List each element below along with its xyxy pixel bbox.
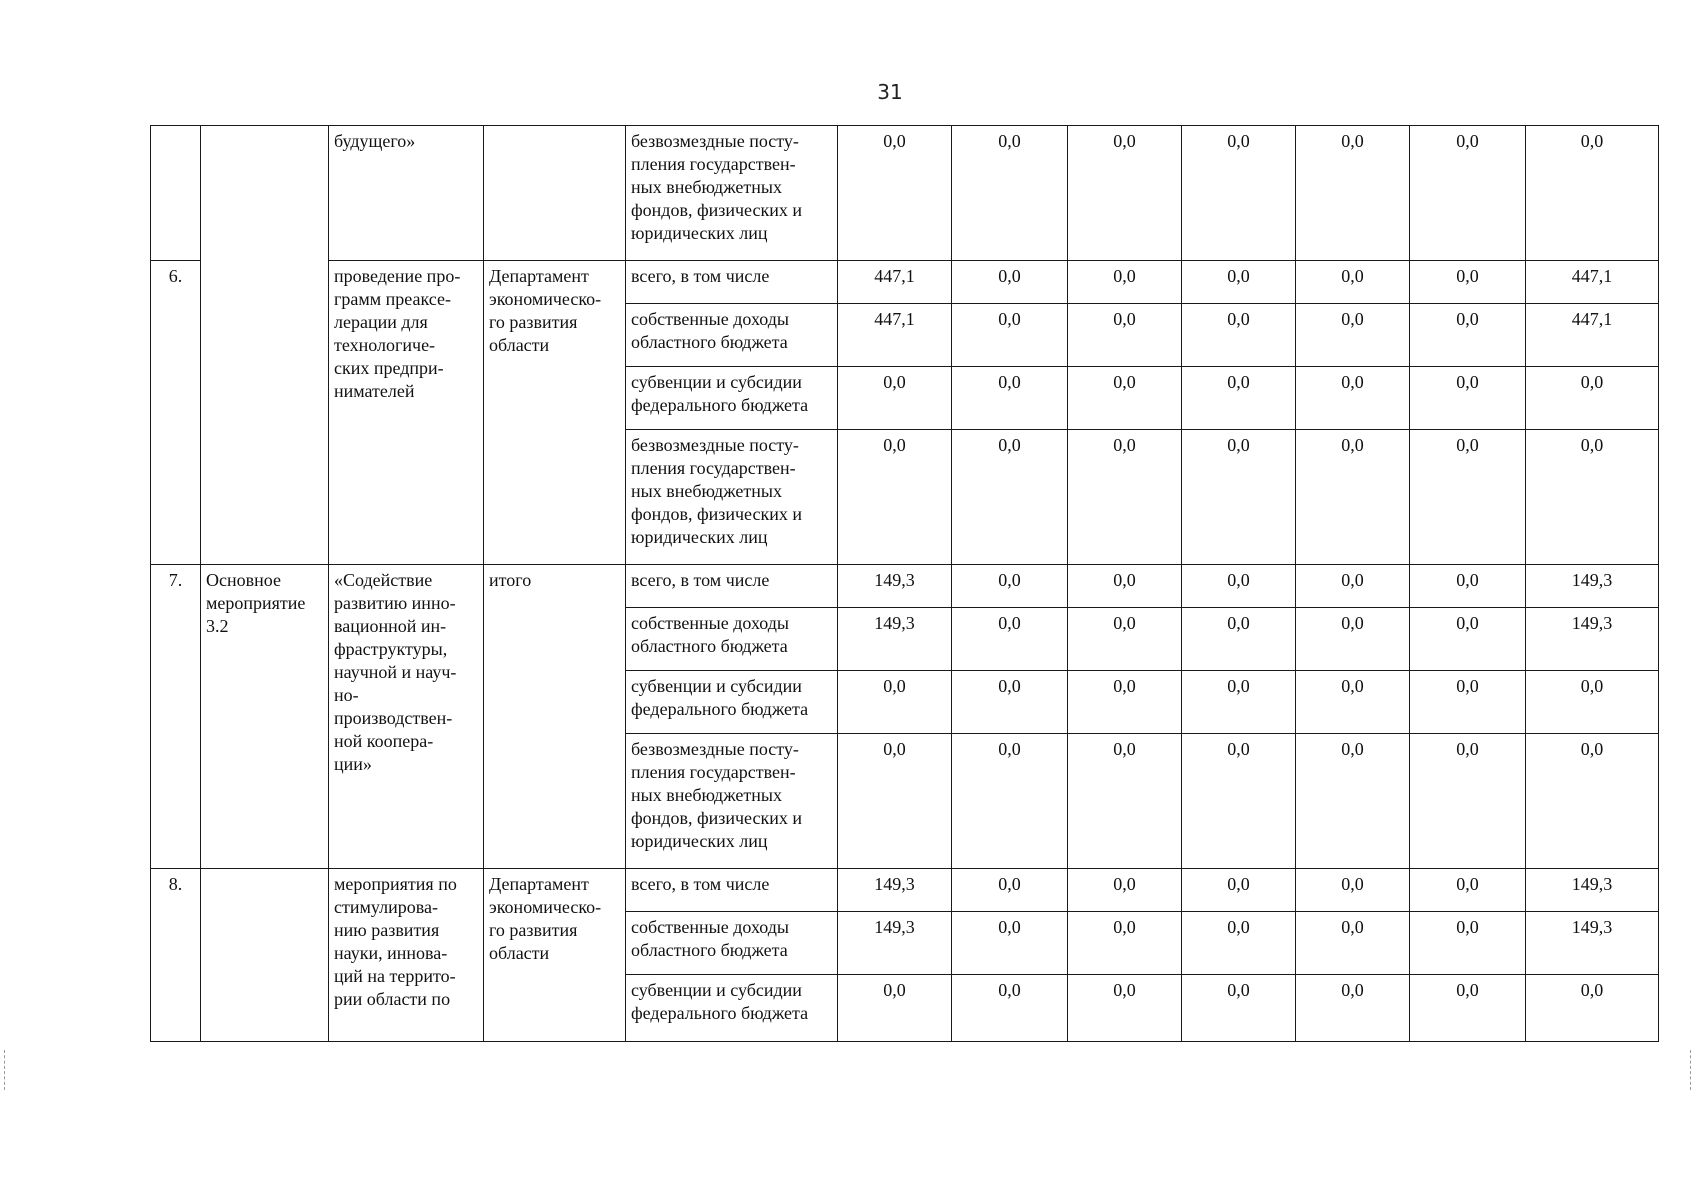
value-cell: 0,0 — [1068, 430, 1182, 565]
measure-name-cell: проведение про- грамм преаксе- лерации для технологиче- ских предпри- нимателей — [329, 261, 484, 565]
value-cell: 0,0 — [1296, 608, 1410, 671]
value-cell: 0,0 — [952, 608, 1068, 671]
value-cell: 0,0 — [1296, 565, 1410, 608]
value-cell: 0,0 — [1182, 565, 1296, 608]
value-cell: 0,0 — [1182, 912, 1296, 975]
value-cell: 0,0 — [1410, 304, 1526, 367]
funding-source-cell: всего, в том числе — [626, 565, 838, 608]
value-cell: 0,0 — [952, 126, 1068, 261]
value-cell: 149,3 — [1526, 608, 1659, 671]
value-cell: 447,1 — [838, 261, 952, 304]
value-cell: 0,0 — [1296, 975, 1410, 1042]
executor-cell: итого — [484, 565, 626, 869]
value-cell: 149,3 — [1526, 565, 1659, 608]
value-cell: 0,0 — [952, 975, 1068, 1042]
value-cell: 0,0 — [1410, 975, 1526, 1042]
value-cell: 0,0 — [952, 261, 1068, 304]
value-cell: 0,0 — [1410, 565, 1526, 608]
value-cell: 0,0 — [1182, 430, 1296, 565]
value-cell: 0,0 — [838, 671, 952, 734]
value-cell: 0,0 — [1410, 430, 1526, 565]
value-cell: 0,0 — [1182, 734, 1296, 869]
value-cell: 149,3 — [838, 565, 952, 608]
value-cell: 0,0 — [1526, 367, 1659, 430]
event-cell — [201, 869, 329, 1042]
value-cell: 0,0 — [1068, 734, 1182, 869]
value-cell: 0,0 — [1296, 304, 1410, 367]
value-cell: 0,0 — [952, 734, 1068, 869]
executor-cell: Департамент экономическо- го развития области — [484, 869, 626, 1042]
value-cell: 149,3 — [838, 608, 952, 671]
funding-source-cell: безвозмездные посту- пления государствен- ных внебюджетных фондов, физических и юридических лиц — [626, 430, 838, 565]
value-cell: 0,0 — [1182, 975, 1296, 1042]
value-cell: 0,0 — [1526, 671, 1659, 734]
value-cell: 0,0 — [1526, 975, 1659, 1042]
value-cell: 0,0 — [1182, 869, 1296, 912]
funding-source-cell: собственные доходы областного бюджета — [626, 912, 838, 975]
value-cell: 0,0 — [838, 126, 952, 261]
value-cell: 0,0 — [1182, 261, 1296, 304]
value-cell: 0,0 — [1410, 734, 1526, 869]
value-cell: 0,0 — [1068, 126, 1182, 261]
value-cell: 0,0 — [1296, 671, 1410, 734]
value-cell: 0,0 — [952, 430, 1068, 565]
measure-name-cell: будущего» — [329, 126, 484, 261]
funding-source-cell: безвозмездные посту- пления государствен- ных внебюджетных фондов, физических и юридических лиц — [626, 734, 838, 869]
value-cell: 0,0 — [1526, 430, 1659, 565]
measure-name-cell: мероприятия по стимулирова- нию развития науки, иннова- ций на террито- рии области по — [329, 869, 484, 1042]
value-cell: 0,0 — [1410, 869, 1526, 912]
funding-source-cell: субвенции и субсидии федерального бюджета — [626, 975, 838, 1042]
value-cell: 149,3 — [838, 869, 952, 912]
value-cell: 0,0 — [1182, 126, 1296, 261]
value-cell: 0,0 — [1296, 367, 1410, 430]
value-cell: 447,1 — [1526, 304, 1659, 367]
value-cell: 0,0 — [952, 912, 1068, 975]
value-cell: 0,0 — [1526, 734, 1659, 869]
value-cell: 149,3 — [1526, 912, 1659, 975]
value-cell: 0,0 — [838, 430, 952, 565]
funding-source-cell: безвозмездные посту- пления государствен- ных внебюджетных фондов, физических и юридических лиц — [626, 126, 838, 261]
value-cell: 0,0 — [1296, 430, 1410, 565]
value-cell: 0,0 — [1410, 126, 1526, 261]
value-cell: 0,0 — [952, 304, 1068, 367]
value-cell: 0,0 — [1410, 912, 1526, 975]
value-cell: 0,0 — [1296, 126, 1410, 261]
value-cell: 0,0 — [838, 734, 952, 869]
value-cell: 0,0 — [1296, 869, 1410, 912]
value-cell: 0,0 — [1182, 671, 1296, 734]
row-number-cell — [151, 126, 201, 261]
measure-name-cell: «Содействие развитию инно- вационной ин- фраструктуры, научной и науч- но- производствен- ной коопера- ции» — [329, 565, 484, 869]
budget-table — [150, 125, 1659, 1042]
funding-source-cell: субвенции и субсидии федерального бюджета — [626, 671, 838, 734]
value-cell: 0,0 — [838, 367, 952, 430]
value-cell: 0,0 — [1296, 261, 1410, 304]
value-cell: 0,0 — [1526, 126, 1659, 261]
funding-source-cell: всего, в том числе — [626, 869, 838, 912]
value-cell: 0,0 — [1068, 912, 1182, 975]
row-number-cell: 6. — [151, 261, 201, 565]
funding-source-cell: собственные доходы областного бюджета — [626, 608, 838, 671]
value-cell: 0,0 — [1410, 367, 1526, 430]
value-cell: 0,0 — [838, 975, 952, 1042]
value-cell: 0,0 — [1296, 734, 1410, 869]
row-number-cell: 8. — [151, 869, 201, 1042]
value-cell: 0,0 — [1068, 304, 1182, 367]
value-cell: 0,0 — [952, 671, 1068, 734]
executor-cell: Департамент экономическо- го развития области — [484, 261, 626, 565]
table-row — [151, 261, 1659, 304]
value-cell: 0,0 — [1068, 869, 1182, 912]
value-cell: 447,1 — [1526, 261, 1659, 304]
value-cell: 0,0 — [1068, 565, 1182, 608]
value-cell: 0,0 — [952, 565, 1068, 608]
value-cell: 0,0 — [952, 869, 1068, 912]
value-cell: 0,0 — [1068, 608, 1182, 671]
page-number: 31 — [877, 80, 903, 104]
value-cell: 0,0 — [1410, 608, 1526, 671]
value-cell: 0,0 — [1068, 671, 1182, 734]
table-row — [151, 565, 1659, 608]
table-row — [151, 126, 1659, 261]
row-number-cell: 7. — [151, 565, 201, 869]
funding-source-cell: собственные доходы областного бюджета — [626, 304, 838, 367]
value-cell: 0,0 — [1068, 975, 1182, 1042]
value-cell: 0,0 — [1068, 367, 1182, 430]
value-cell: 0,0 — [1182, 367, 1296, 430]
funding-source-cell: субвенции и субсидии федерального бюджета — [626, 367, 838, 430]
value-cell: 447,1 — [838, 304, 952, 367]
event-cell — [201, 126, 329, 565]
value-cell: 0,0 — [1410, 261, 1526, 304]
table-row — [151, 869, 1659, 912]
value-cell: 0,0 — [952, 367, 1068, 430]
value-cell: 0,0 — [1068, 261, 1182, 304]
value-cell: 0,0 — [1410, 671, 1526, 734]
scan-edge-mark — [4, 1050, 7, 1090]
value-cell: 0,0 — [1182, 608, 1296, 671]
event-cell: Основное мероприятие 3.2 — [201, 565, 329, 869]
funding-source-cell: всего, в том числе — [626, 261, 838, 304]
scan-edge-mark — [1690, 1050, 1693, 1090]
value-cell: 149,3 — [838, 912, 952, 975]
value-cell: 0,0 — [1296, 912, 1410, 975]
value-cell: 0,0 — [1182, 304, 1296, 367]
executor-cell — [484, 126, 626, 261]
value-cell: 149,3 — [1526, 869, 1659, 912]
